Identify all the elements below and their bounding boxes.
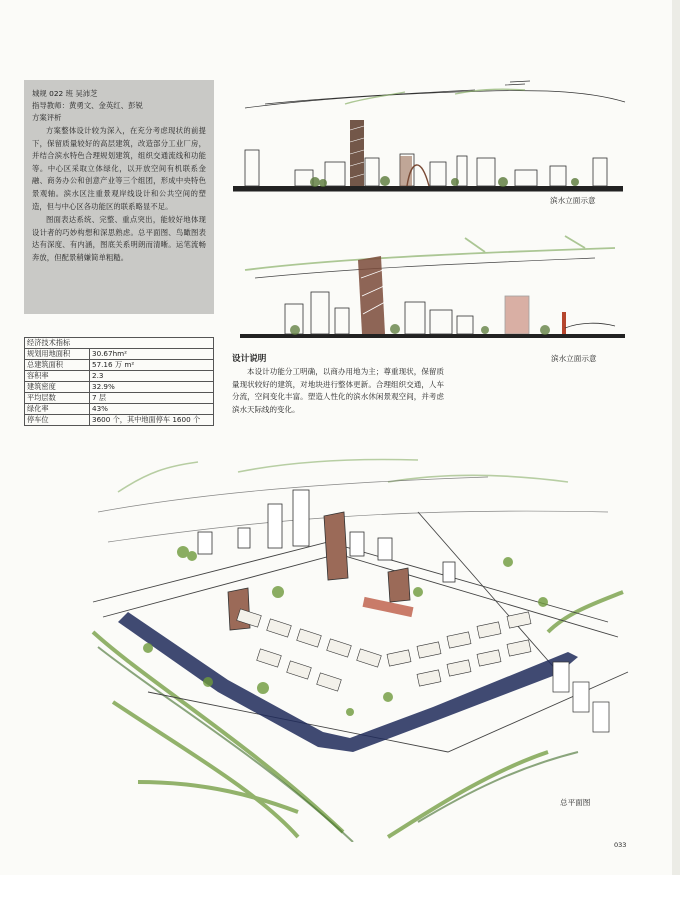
waterfront-elevation-sketch-2 <box>235 228 635 348</box>
table-row <box>25 360 214 371</box>
table-cell-label: 绿化率 <box>25 404 90 415</box>
table-cell-label: 容积率 <box>25 371 90 382</box>
table-cell-value: 57.16 万 m² <box>90 360 214 371</box>
table-cell-label: 总建筑面积 <box>25 360 90 371</box>
table-cell-value: 7 层 <box>90 393 214 404</box>
waterfront-elevation-sketch-1 <box>225 70 645 200</box>
table-row <box>25 415 214 426</box>
project-info-box <box>24 80 214 314</box>
table-cell-value: 2.3 <box>90 371 214 382</box>
page-edge <box>672 0 680 905</box>
class-student: 城规 022 班 吴沛芝 <box>32 89 98 98</box>
design-text: 本设计功能分工明确，以商办用地为主；尊重现状，保留质量现状较好的建筑，对地块进行整体更新。合理组织交通，人车分流，空间变化丰富。塑造人性化的滨水休闲景观空间，并考虑滨水天际线的变化。 <box>232 367 444 414</box>
table-header-row <box>25 338 214 349</box>
table-row <box>25 393 214 404</box>
table-cell-label: 规划用地面积 <box>25 349 90 360</box>
table-row <box>25 371 214 382</box>
table-cell-value: 3600 个，其中地面停车 1600 个 <box>90 415 214 426</box>
page-number: 033 <box>614 841 627 849</box>
elevation-2-caption: 滨水立面示意 <box>551 354 597 363</box>
table-row <box>25 382 214 393</box>
table-cell-label: 平均层数 <box>25 393 90 404</box>
advisors: 指导教师：黄勇文、金英红、彭锐 <box>32 101 143 110</box>
table-cell-value: 30.67hm² <box>90 349 214 360</box>
table-cell-value: 32.9% <box>90 382 214 393</box>
table-header: 经济技术指标 <box>25 338 214 349</box>
master-plan-aerial-sketch <box>88 452 633 842</box>
page-bottom-margin <box>0 875 680 905</box>
table-cell-label: 建筑密度 <box>25 382 90 393</box>
table-cell-label: 停车位 <box>25 415 90 426</box>
table-cell-value: 43% <box>90 404 214 415</box>
review-paragraph-1: 方案整体设计较为深入，在充分考虑现状的前提下，保留质量较好的高层建筑，改造部分工业厂房，并结合滨水特色合理规划建筑，组织交通流线和功能等。中心区采取立体绿化，以开放空间有机联系金融、商务办公和创意产业等三个组团，形成中央特色景观轴。滨水区注重景观岸线设计和公共空间的塑造，但与中心区各功能区的联系略显不足。 <box>32 126 206 211</box>
elevation-1-caption: 滨水立面示意 <box>550 196 596 205</box>
master-plan-caption: 总平面图 <box>560 798 591 807</box>
table-row <box>25 349 214 360</box>
review-paragraph-2: 图面表达系统、完整、重点突出，能较好地体现设计者的巧妙构想和深思熟虑。总平面图、鸟瞰图表达有深度、有内涵，图底关系明朗而清晰。运笔流畅奔放，但配景稍嫌简单粗糙。 <box>32 215 206 262</box>
tech-indicator-table <box>24 337 214 426</box>
review-title: 方案评析 <box>32 113 62 122</box>
table-row <box>25 404 214 415</box>
design-title: 设计说明 <box>232 354 267 364</box>
